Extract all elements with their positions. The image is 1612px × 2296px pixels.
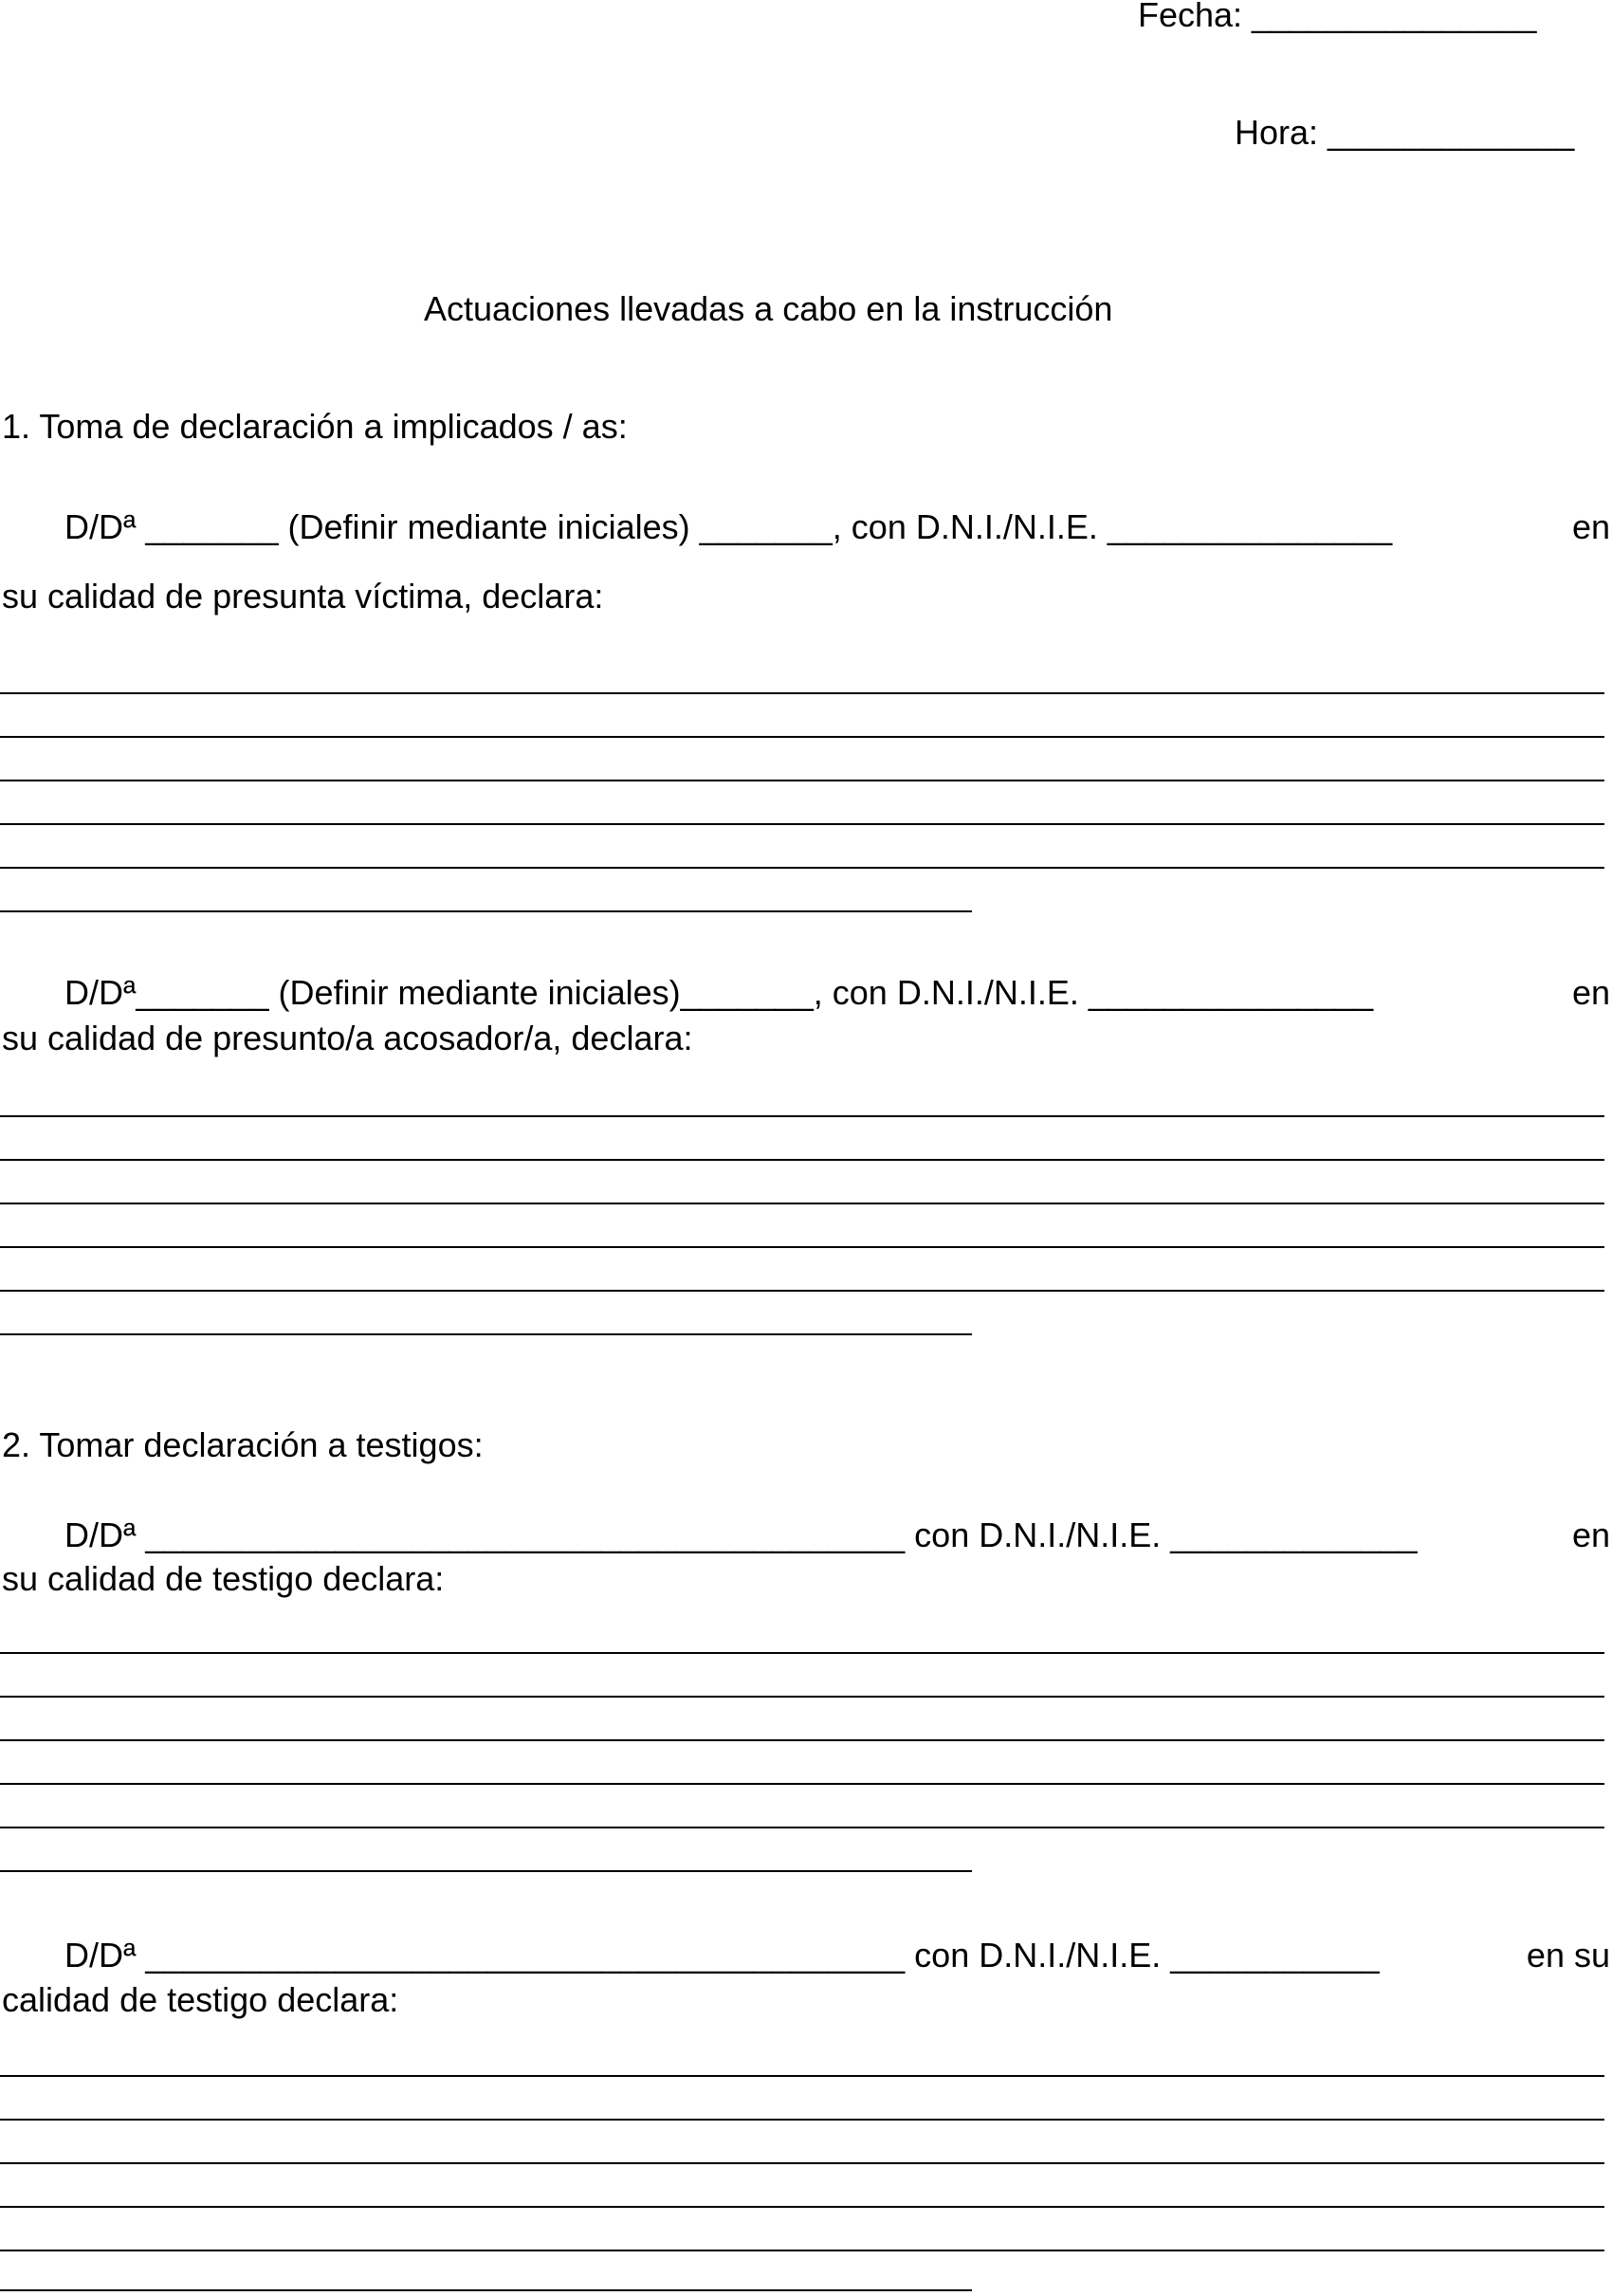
- answer-line[interactable]: [0, 2119, 1604, 2121]
- answer-line[interactable]: [0, 2206, 1604, 2208]
- testigo2-declaration-intro: [64, 1935, 1610, 1976]
- testigo2-line1-text[interactable]: D/Dª ________________________________________ con D.N.I./N.I.E. ___________: [64, 1936, 1380, 1975]
- acosador-line1-end: en: [1571, 973, 1610, 1012]
- testigo2-declaration-cont: calidad de testigo declara:: [2, 1980, 399, 2019]
- answer-line[interactable]: [0, 1696, 1604, 1698]
- answer-line[interactable]: [0, 2250, 1604, 2251]
- answer-line[interactable]: [0, 2075, 1604, 2077]
- answer-line[interactable]: [0, 736, 1604, 738]
- victima-declaration-intro: [64, 506, 1610, 548]
- section-1-heading: 1. Toma de declaración a implicados / as:: [2, 407, 628, 446]
- answer-line[interactable]: [0, 1783, 1604, 1785]
- answer-line[interactable]: [0, 1333, 972, 1335]
- answer-line[interactable]: [0, 1290, 1604, 1292]
- acosador-declaration-cont: su calidad de presunto/a acosador/a, declara:: [2, 1019, 693, 1057]
- page-title: Actuaciones llevadas a cabo en la instrucción: [424, 289, 1113, 328]
- answer-line[interactable]: [0, 1827, 1604, 1828]
- answer-line[interactable]: [0, 1652, 1604, 1654]
- testigo1-line1-end: en: [1571, 1515, 1610, 1554]
- answer-line[interactable]: [0, 823, 1604, 825]
- answer-line[interactable]: [0, 1115, 1604, 1117]
- answer-line[interactable]: [0, 2289, 972, 2291]
- fecha-field[interactable]: Fecha: _______________: [1138, 0, 1537, 34]
- answer-line[interactable]: [0, 1159, 1604, 1161]
- section-2-heading: 2. Tomar declaración a testigos:: [2, 1425, 484, 1464]
- testigo2-line1-end: en su: [1526, 1936, 1610, 1975]
- answer-line[interactable]: [0, 2162, 1604, 2164]
- testigo1-declaration-cont: su calidad de testigo declara:: [2, 1559, 445, 1598]
- answer-line[interactable]: [0, 867, 1604, 869]
- testigo1-line1-text[interactable]: D/Dª ________________________________________ con D.N.I./N.I.E. _____________: [64, 1515, 1418, 1554]
- acosador-declaration-intro: [64, 972, 1610, 1014]
- answer-line[interactable]: [0, 780, 1604, 781]
- acosador-line1-text[interactable]: D/Dª_______ (Definir mediante iniciales)_______, con D.N.I./N.I.E. _______________: [64, 973, 1374, 1012]
- victima-declaration-cont: su calidad de presunta víctima, declara:: [2, 577, 604, 615]
- victima-line1-end: en: [1571, 507, 1610, 546]
- victima-line1-text[interactable]: D/Dª _______ (Definir mediante iniciales) _______, con D.N.I./N.I.E. _______________: [64, 507, 1393, 546]
- answer-line[interactable]: [0, 692, 1604, 694]
- answer-line[interactable]: [0, 1246, 1604, 1248]
- answer-line[interactable]: [0, 1203, 1604, 1204]
- testigo1-declaration-intro: [64, 1515, 1610, 1556]
- hora-field[interactable]: Hora: _____________: [1235, 113, 1575, 152]
- answer-line[interactable]: [0, 1739, 1604, 1741]
- answer-line[interactable]: [0, 910, 972, 912]
- answer-line[interactable]: [0, 1870, 972, 1872]
